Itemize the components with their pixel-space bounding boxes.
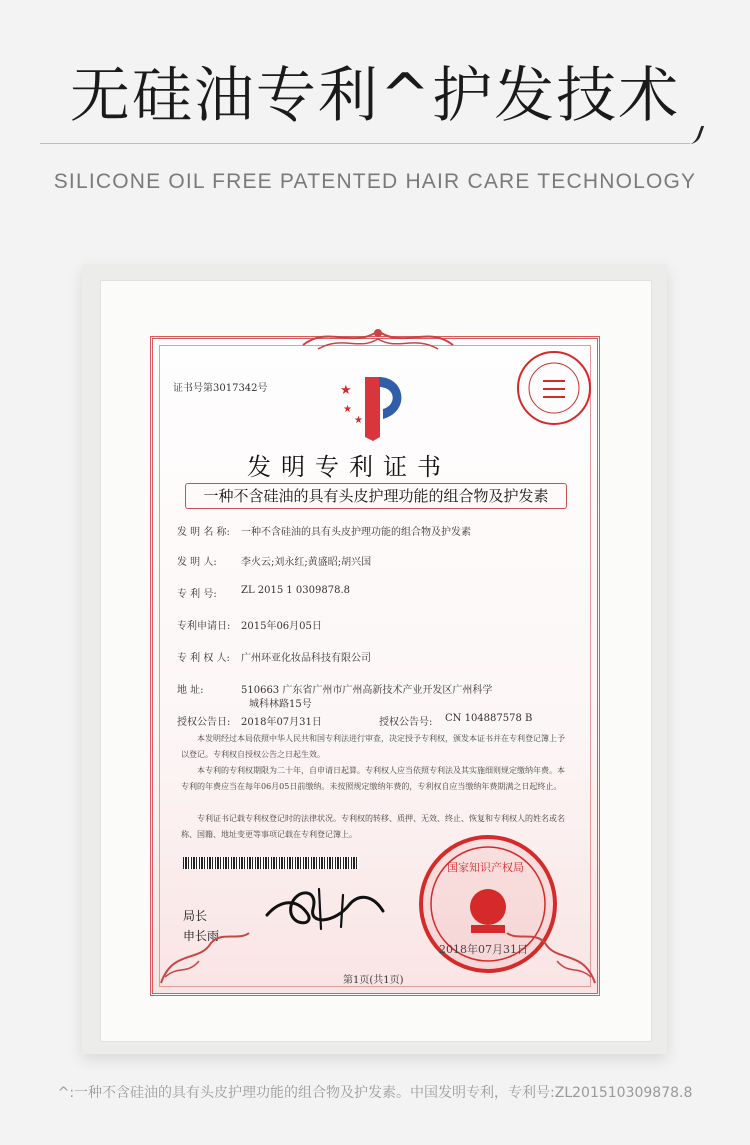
page-indicator: 第1页(共1页) — [343, 975, 404, 986]
certificate-stamp-top-right — [513, 347, 595, 429]
patent-number-value: ZL 2015 1 0309878.8 — [241, 585, 351, 596]
grant-date-value: 2018年07月31日 — [241, 717, 322, 728]
title-divider — [40, 143, 690, 144]
certificate-paragraph-3: 专利证书记载专利权登记时的法律状况。专利权的转移、质押、无效、终止、恢复和专利权人的姓名或名称、国籍、地址变更等事项记载在专利登记簿上。 — [181, 814, 565, 839]
address-label: 地 址: — [177, 685, 204, 696]
top-ornament — [298, 321, 458, 355]
certificate-paragraph-2: 本专利的专利权期限为二十年，自申请日起算。专利权人应当依照专利法及其实施细则规定缴纳年费。本专利的年费应当在每年06月05日前缴纳。未按照规定缴纳年费的，专利权自应当缴纳年费期满之日起终止。 — [181, 766, 565, 791]
official-seal-text: 国家知识产权局 — [447, 861, 524, 874]
patent-office-emblem — [335, 369, 413, 441]
certificate-title: 发明专利证书 — [247, 453, 451, 481]
patent-name-highlight: 一种不含硅油的具有头皮护理功能的组合物及护发素 — [185, 483, 567, 509]
grant-date-label: 授权公告日: — [177, 717, 231, 728]
invention-name-label: 发 明 名 称: — [177, 527, 230, 538]
director-name: 申长雨 — [183, 929, 220, 943]
patent-owner-label: 专 利 权 人: — [177, 653, 230, 664]
footnote: ^:一种不含硅油的具有头皮护理功能的组合物及护发素。中国发明专利，专利号:ZL201510309878.8 — [57, 1085, 693, 1101]
address-line-2: 城科林路15号 — [249, 699, 312, 710]
patent-certificate — [150, 336, 600, 996]
barcode — [183, 857, 359, 869]
seal-date: 2018年07月31日 — [439, 943, 528, 956]
address-line-1: 510663 广东省广州市广州高新技术产业开发区广州科学 — [241, 685, 493, 696]
page-subtitle: SILICONE OIL FREE PATENTED HAIR CARE TECHNOLOGY — [53, 170, 697, 193]
inventor-label: 发 明 人: — [177, 557, 217, 568]
inventor-value: 李火云;刘永红;黄盛昭;胡兴国 — [241, 557, 372, 568]
grant-number-label: 授权公告号: — [379, 717, 433, 728]
svg-text:★: ★ — [354, 415, 363, 426]
director-title: 局长 — [183, 909, 208, 923]
svg-text:★: ★ — [343, 404, 352, 415]
page-title: 无硅油专利^护发技术 — [69, 61, 681, 131]
svg-text:★: ★ — [340, 383, 352, 398]
patent-owner-value: 广州环亚化妆品科技有限公司 — [241, 653, 371, 664]
bottom-left-ornament — [157, 931, 253, 989]
filing-date-value: 2015年06月05日 — [241, 621, 322, 632]
bottom-right-ornament — [503, 931, 599, 989]
director-signature — [263, 881, 389, 935]
patent-number-label: 专 利 号: — [177, 589, 217, 600]
certificate-number: 证书号第3017342号 — [173, 383, 268, 394]
certificate-paragraph-1: 本发明经过本局依照中华人民共和国专利法进行审查，决定授予专利权，颁发本证书并在专利登记簿上予以登记。专利权自授权公告之日起生效。 — [181, 734, 565, 759]
filing-date-label: 专利申请日: — [177, 621, 231, 632]
invention-name-value: 一种不含硅油的具有头皮护理功能的组合物及护发素 — [241, 527, 471, 538]
grant-number-value: CN 104887578 B — [445, 713, 533, 724]
